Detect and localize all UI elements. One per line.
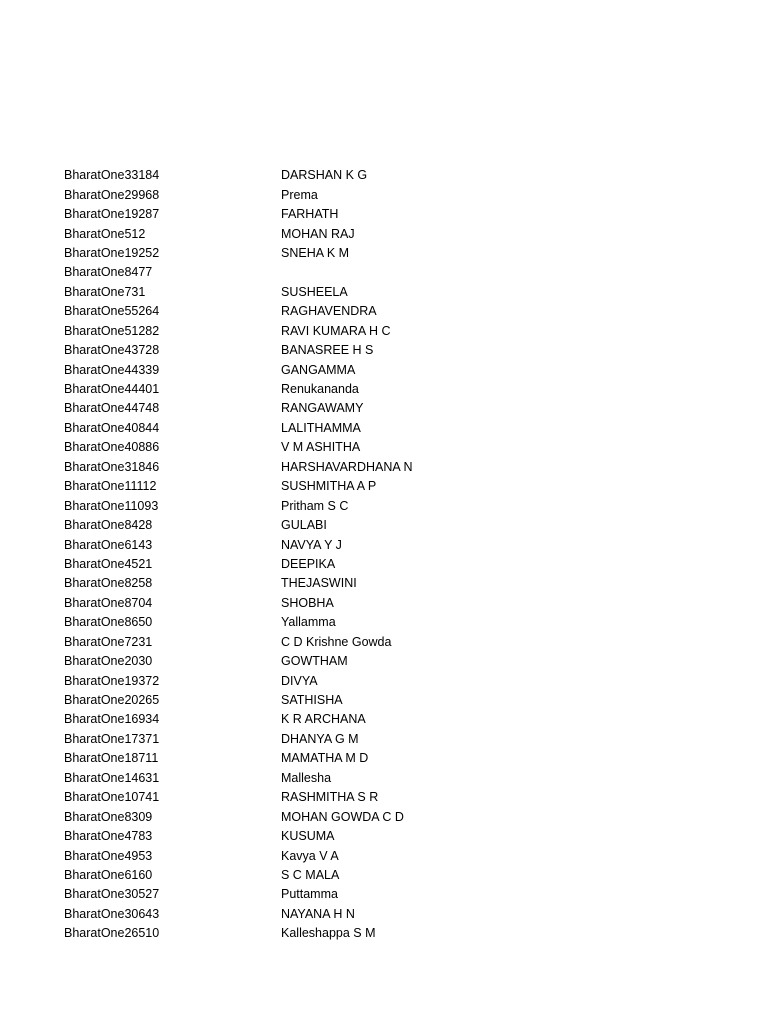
table-row: [64, 458, 724, 477]
cell-name: RANGAWAMY: [281, 401, 364, 416]
table-row: [64, 885, 724, 904]
cell-id: BharatOne44401: [64, 382, 160, 397]
table-row: [64, 788, 724, 807]
cell-id: BharatOne8704: [64, 595, 153, 610]
cell-id: BharatOne20265: [64, 693, 160, 708]
table-row: [64, 263, 724, 282]
table-row: [64, 322, 724, 341]
table-row: [64, 166, 724, 185]
cell-name: MOHAN GOWDA C D: [281, 809, 404, 824]
table-row: [64, 341, 724, 360]
cell-name: DIVYA: [281, 673, 318, 688]
table-row: [64, 866, 724, 885]
cell-id: BharatOne29968: [64, 187, 160, 202]
cell-id: BharatOne7231: [64, 634, 153, 649]
cell-id: BharatOne19252: [64, 245, 160, 260]
cell-name: SUSHEELA: [281, 284, 348, 299]
table-row: [64, 827, 724, 846]
cell-name: GULABI: [281, 518, 327, 533]
cell-id: BharatOne8258: [64, 576, 153, 591]
cell-name: GANGAMMA: [281, 362, 356, 377]
cell-name: Renukananda: [281, 382, 359, 397]
cell-id: BharatOne2030: [64, 654, 153, 669]
cell-id: BharatOne43728: [64, 343, 160, 358]
table-row: [64, 496, 724, 515]
table-row: [64, 535, 724, 554]
cell-name: SATHISHA: [281, 693, 343, 708]
cell-name: V M ASHITHA: [281, 440, 361, 455]
table-row: [64, 633, 724, 652]
table-row: [64, 555, 724, 574]
cell-id: BharatOne19372: [64, 673, 160, 688]
cell-name: RAVI KUMARA H C: [281, 323, 391, 338]
cell-id: BharatOne19287: [64, 207, 160, 222]
cell-id: BharatOne26510: [64, 926, 160, 941]
table-row: [64, 671, 724, 690]
cell-name: DARSHAN K G: [281, 168, 368, 183]
table-row: [64, 769, 724, 788]
spreadsheet-page: [64, 166, 724, 944]
table-row: [64, 185, 724, 204]
cell-name: Prema: [281, 187, 318, 202]
cell-id: BharatOne30527: [64, 887, 160, 902]
table-row: [64, 846, 724, 865]
table-row: [64, 710, 724, 729]
cell-id: BharatOne55264: [64, 304, 160, 319]
table-row: [64, 419, 724, 438]
cell-name: Puttamma: [281, 887, 338, 902]
table-row: [64, 594, 724, 613]
cell-id: BharatOne16934: [64, 712, 160, 727]
cell-id: BharatOne40886: [64, 440, 160, 455]
table-row: [64, 360, 724, 379]
cell-name: Yallamma: [281, 615, 336, 630]
cell-id: BharatOne11112: [64, 479, 157, 494]
cell-id: BharatOne4783: [64, 829, 153, 844]
cell-name: K R ARCHANA: [281, 712, 366, 727]
cell-id: BharatOne11093: [64, 498, 159, 513]
table-row: [64, 244, 724, 263]
cell-name: RASHMITHA S R: [281, 790, 379, 805]
cell-name: HARSHAVARDHANA N: [281, 459, 413, 474]
cell-id: BharatOne14631: [64, 770, 160, 785]
cell-name: RAGHAVENDRA: [281, 304, 377, 319]
cell-name: SHOBHA: [281, 595, 334, 610]
table-row: [64, 438, 724, 457]
cell-name: GOWTHAM: [281, 654, 348, 669]
cell-id: BharatOne4953: [64, 848, 153, 863]
cell-name: S C MALA: [281, 867, 340, 882]
cell-id: BharatOne33184: [64, 168, 160, 183]
table-row: [64, 302, 724, 321]
table-row: [64, 224, 724, 243]
table-row: [64, 730, 724, 749]
cell-id: BharatOne51282: [64, 323, 160, 338]
cell-id: BharatOne8650: [64, 615, 153, 630]
table-row: [64, 574, 724, 593]
cell-id: BharatOne512: [64, 226, 146, 241]
cell-name: FARHATH: [281, 207, 339, 222]
table-row: [64, 477, 724, 496]
cell-id: BharatOne4521: [64, 556, 153, 571]
cell-id: BharatOne31846: [64, 459, 160, 474]
table-row: [64, 205, 724, 224]
cell-id: BharatOne40844: [64, 420, 160, 435]
cell-id: BharatOne6160: [64, 867, 153, 882]
cell-name: Mallesha: [281, 770, 332, 785]
cell-name: C D Krishne Gowda: [281, 634, 392, 649]
table-row: [64, 749, 724, 768]
table-row: [64, 516, 724, 535]
table-row: [64, 380, 724, 399]
table-row: [64, 652, 724, 671]
table-row: [64, 924, 724, 943]
cell-name: THEJASWINI: [281, 576, 357, 591]
cell-name: Pritham S C: [281, 498, 349, 513]
table-row: [64, 399, 724, 418]
cell-id: BharatOne10741: [64, 790, 160, 805]
cell-name: NAVYA Y J: [281, 537, 342, 552]
cell-name: DEEPIKA: [281, 556, 336, 571]
cell-name: MAMATHA M D: [281, 751, 369, 766]
cell-id: BharatOne8477: [64, 265, 153, 280]
cell-id: BharatOne18711: [64, 751, 159, 766]
cell-id: BharatOne8309: [64, 809, 153, 824]
cell-name: DHANYA G M: [281, 731, 359, 746]
table-row: [64, 691, 724, 710]
table-row: [64, 283, 724, 302]
cell-id: BharatOne731: [64, 284, 146, 299]
cell-id: BharatOne17371: [64, 731, 160, 746]
table-row: [64, 905, 724, 924]
table-row: [64, 613, 724, 632]
cell-id: BharatOne30643: [64, 906, 160, 921]
cell-name: BANASREE H S: [281, 343, 374, 358]
cell-name: NAYANA H N: [281, 906, 355, 921]
cell-name: KUSUMA: [281, 829, 335, 844]
cell-id: BharatOne8428: [64, 518, 153, 533]
cell-id: BharatOne44339: [64, 362, 160, 377]
cell-name: SUSHMITHA A P: [281, 479, 377, 494]
table-row: [64, 807, 724, 826]
cell-name: SNEHA K M: [281, 245, 350, 260]
cell-id: BharatOne44748: [64, 401, 160, 416]
cell-name: MOHAN RAJ: [281, 226, 355, 241]
cell-name: Kavya V A: [281, 848, 339, 863]
cell-name: LALITHAMMA: [281, 420, 361, 435]
cell-id: BharatOne6143: [64, 537, 153, 552]
cell-name: Kalleshappa S M: [281, 926, 376, 941]
